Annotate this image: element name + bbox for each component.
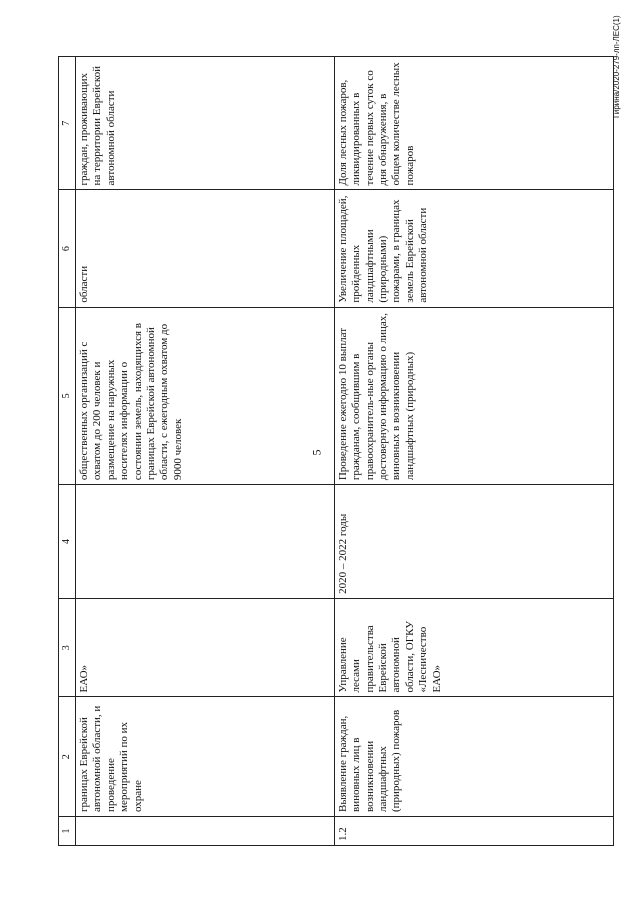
cell-period: 2020 – 2022 годы: [334, 485, 613, 599]
col-header-1: 1: [59, 817, 76, 846]
col-header-5: 5: [59, 307, 76, 485]
col-header-3: 3: [59, 598, 76, 697]
cell-indicator: граждан, проживающих на территории Еврейской автономной области: [76, 57, 335, 190]
document-code: Гирина/2020-279-лп-ЛЕС(1): [612, 15, 621, 118]
cell-consequence: Увеличение площадей, пройденных ландшафтными (природными) пожарами, в границах земель Еврейской автономной области: [334, 190, 613, 307]
col-header-2: 2: [59, 697, 76, 817]
col-header-7: 7: [59, 57, 76, 190]
col-header-6: 6: [59, 190, 76, 307]
cell-number: [76, 817, 335, 846]
page-number: 5: [309, 449, 324, 456]
cell-executor: Управление лесами правительства Еврейской автономной области, ОГКУ «Лесничество ЕАО»: [334, 598, 613, 697]
cell-activity: Выявление граждан, виновных лиц в возникновении ландшафтных (природных) пожаров: [334, 697, 613, 817]
program-table: [58, 56, 614, 846]
cell-result: Проведение ежегодно 10 выплат гражданам, сообщившим в правоохранитель-ные органы достоверную информацию о лицах, виновных в возникновении ландшафтных (природных): [334, 307, 613, 485]
cell-executor: ЕАО»: [76, 598, 335, 697]
header-row: [59, 57, 76, 846]
col-header-4: 4: [59, 485, 76, 599]
table-row: [76, 57, 335, 846]
cell-activity: границах Еврейской автономной области, и проведение мероприятий по их охране: [76, 697, 335, 817]
rotated-table-wrapper: [58, 56, 614, 846]
table-row: [334, 57, 613, 846]
cell-consequence: области: [76, 190, 335, 307]
cell-number: 1.2: [334, 817, 613, 846]
cell-indicator: Доля лесных пожаров, ликвидированных в течение первых суток со дня обнаружения, в общем количестве лесных пожаров: [334, 57, 613, 190]
cell-result: общественных организаций с охватом до 200 человек и размещение на наружных носителях информации о состоянии земель, находящихся в границах Еврейской автономной области, с ежегодным охватом до 9000 человек: [76, 307, 335, 485]
cell-period: [76, 485, 335, 599]
